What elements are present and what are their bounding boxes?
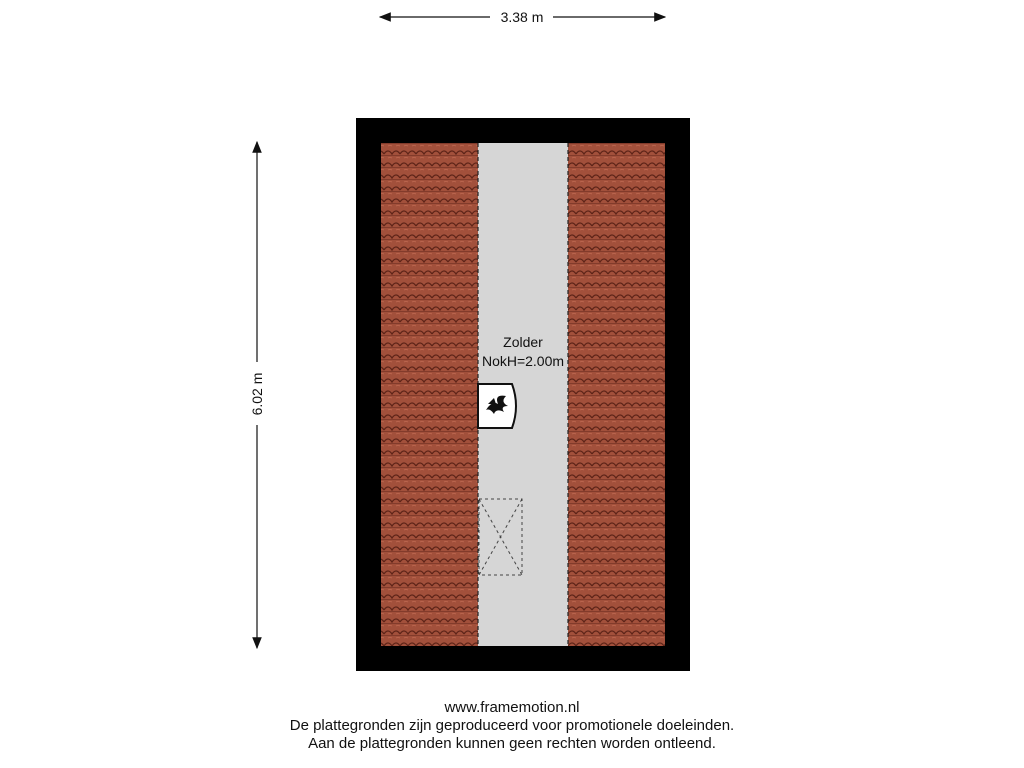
room-ridge-height: NokH=2.00m (481, 353, 565, 369)
roof-slope-left (381, 143, 478, 646)
height-dimension-label: 6.02 m (249, 372, 265, 416)
width-dimension (380, 9, 665, 25)
height-dimension (249, 142, 265, 648)
footer-disclaimer-1: De plattegronden zijn geproduceerd voor promotionele doeleinden. (289, 717, 735, 734)
footer-url: www.framemotion.nl (444, 699, 580, 716)
roof-slope-right (568, 143, 665, 646)
boiler-flame-icon (478, 384, 516, 428)
footer-disclaimer-2: Aan de plattegronden kunnen geen rechten worden ontleend. (308, 735, 716, 752)
width-dimension-label: 3.38 m (500, 9, 544, 25)
room-name: Zolder (503, 334, 543, 350)
